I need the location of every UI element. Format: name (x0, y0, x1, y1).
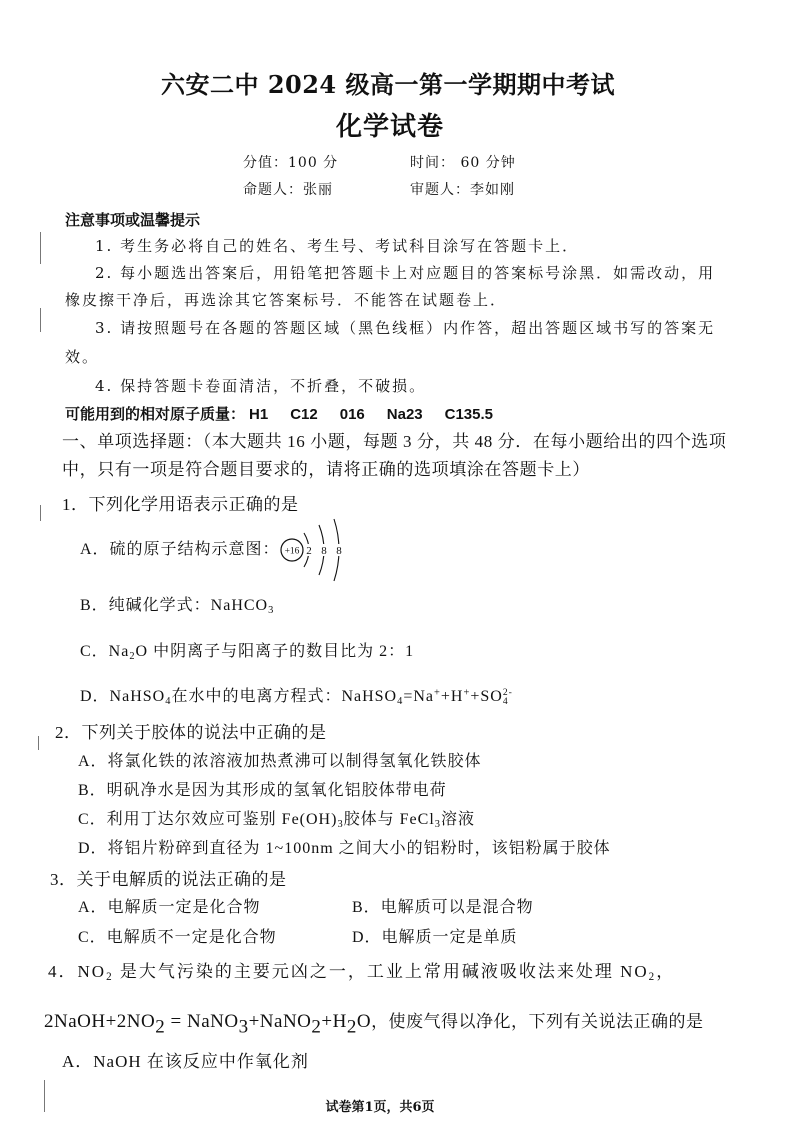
question-2-option-a: A．将氯化铁的浓溶液加热煮沸可以制得氢氧化铁胶体 (78, 753, 482, 770)
formula-subscript: 3 (434, 818, 441, 830)
shell-electron-count: 2 (306, 545, 312, 557)
option-text: C．Na (80, 643, 130, 660)
time-info: 时间： 60 分钟 (410, 155, 516, 171)
option-text: B．纯碱化学式：NaHCO (80, 597, 269, 614)
option-text: 在水中的电离方程式：NaHSO (171, 688, 398, 705)
equation-text: O (356, 1011, 372, 1032)
formula-subscript: 2 (311, 1016, 322, 1038)
notice-line: 4. 保持答题卡卷面清洁，不折叠，不破损。 (95, 377, 427, 395)
section-instruction: 中，只有一项是符合题目要求的，请将正确的选项填涂在答题卡上） (62, 460, 590, 479)
formula-subscript: 2 (129, 650, 136, 662)
notice-line: 1. 考生务必将自己的姓名、考生号、考试科目涂写在答题卡上． (95, 237, 580, 255)
option-text: C．利用丁达尔效应可鉴别 Fe(OH) (78, 811, 338, 828)
option-text: =Na (403, 688, 434, 705)
ion-charge: 2- (502, 686, 513, 698)
question-1-option-a: A．硫的原子结构示意图： (80, 541, 280, 558)
shell-electron-count: 8 (321, 545, 327, 557)
stem-text: 4．NO (48, 962, 107, 981)
question-1-option-d (80, 687, 513, 707)
score-info: 分值：100 分 (243, 155, 339, 171)
atomic-mass-label: 可能用到的相对原子质量： (65, 406, 246, 423)
sulfate-charge-stack (503, 688, 513, 707)
formula-subscript: 2 (106, 971, 114, 984)
atomic-mass-line (65, 406, 493, 424)
reviewer-info: 审题人：李如刚 (410, 182, 515, 198)
shell-electron-count: 8 (336, 545, 342, 557)
formula-subscript: 3 (268, 604, 275, 616)
equation-text: +NaNO (248, 1011, 312, 1032)
question-3-option-a: A．电解质一定是化合物 (78, 899, 261, 916)
formula-subscript: 3 (337, 818, 344, 830)
atomic-mass-na: Na23 (386, 406, 423, 423)
atomic-mass-cl: C135.5 (444, 406, 493, 423)
scan-mark (40, 232, 41, 264)
equation-text: = NaNO (165, 1011, 239, 1032)
option-text: 溶液 (440, 811, 475, 828)
question-4-option-a: A．NaOH 在该反应中作氧化剂 (62, 1052, 309, 1071)
atomic-mass-h: H1 (249, 406, 269, 423)
notice-line: 2. 每小题选出答案后，用铅笔把答题卡上对应题目的答案标号涂黑．如需改动，用 (95, 264, 716, 282)
question-2-option-c (78, 810, 475, 829)
notice-heading: 注意事项或温馨提示 (65, 211, 201, 229)
notice-line: 效。 (65, 348, 100, 366)
exam-title: 六安二中 2024 级高一第一学期期中考试 (160, 70, 615, 99)
ion-charge: + (463, 687, 471, 699)
atomic-mass-o: 016 (339, 406, 365, 423)
nucleus-charge: +16 (284, 546, 300, 557)
option-text: +H (440, 688, 464, 705)
question-3-option-c: C．电解质不一定是化合物 (78, 929, 277, 946)
question-2-stem: 2．下列关于胶体的说法中正确的是 (55, 723, 327, 742)
question-1-stem: 1．下列化学用语表示正确的是 (62, 495, 299, 514)
option-text: 胶体与 FeCl (343, 811, 435, 828)
question-4-equation (44, 1011, 704, 1038)
ion-charge: + (434, 687, 441, 699)
section-instruction: 一、单项选择题：（本大题共 16 小题，每题 3 分，共 48 分．在每小题给出的四个选项 (62, 432, 727, 451)
formula-subscript: 2 (648, 971, 657, 984)
scan-mark (40, 505, 41, 521)
question-3-option-d: D．电解质一定是单质 (352, 929, 518, 946)
formula-subscript: 2 (155, 1016, 166, 1038)
page-number-footer: 试卷第1页，共6页 (325, 1100, 435, 1115)
stem-text: ， (656, 962, 676, 981)
notice-line: 橡皮擦干净后，再选涂其它答案标号．不能答在试题卷上． (65, 291, 508, 309)
question-4-stem (48, 962, 675, 982)
equation-text: 2NaOH+2NO (44, 1011, 156, 1032)
question-1-option-b (80, 596, 274, 615)
scan-mark (40, 308, 41, 332)
formula-subscript: 4 (165, 695, 172, 707)
formula-subscript: 3 (238, 1016, 249, 1038)
option-text: +SO (470, 688, 503, 705)
formula-subscript: 2 (346, 1016, 357, 1038)
formula-subscript: 4 (502, 696, 509, 708)
question-3-stem: 3．关于电解质的说法正确的是 (50, 870, 287, 889)
exam-subject: 化学试卷 (335, 112, 444, 142)
formula-subscript: 4 (397, 695, 404, 707)
atomic-mass-c: C12 (290, 406, 318, 423)
scan-mark (38, 736, 39, 750)
option-text: O 中阴离子与阳离子的数目比为 2：1 (135, 643, 415, 660)
notice-line: 3. 请按照题号在各题的答题区域（黑色线框）内作答，超出答题区域书写的答案无 (95, 319, 716, 337)
equation-text: ，使废气得以净化，下列有关说法正确的是 (371, 1012, 704, 1031)
question-3-option-b: B．电解质可以是混合物 (352, 899, 534, 916)
question-2-option-b: B．明矾净水是因为其形成的氢氧化铝胶体带电荷 (78, 782, 447, 799)
question-2-option-d: D．将铝片粉碎到直径为 1~100nm 之间大小的铝粉时，该铝粉属于胶体 (78, 840, 611, 857)
equation-text: +H (321, 1011, 347, 1032)
option-text: D．NaHSO (80, 688, 166, 705)
sulfur-atom-structure-diagram (278, 515, 358, 585)
stem-text: 是大气污染的主要元凶之一，工业上常用碱液吸收法来处理 NO (113, 962, 649, 981)
question-1-option-c (80, 642, 414, 661)
author-info: 命题人：张丽 (243, 182, 333, 198)
